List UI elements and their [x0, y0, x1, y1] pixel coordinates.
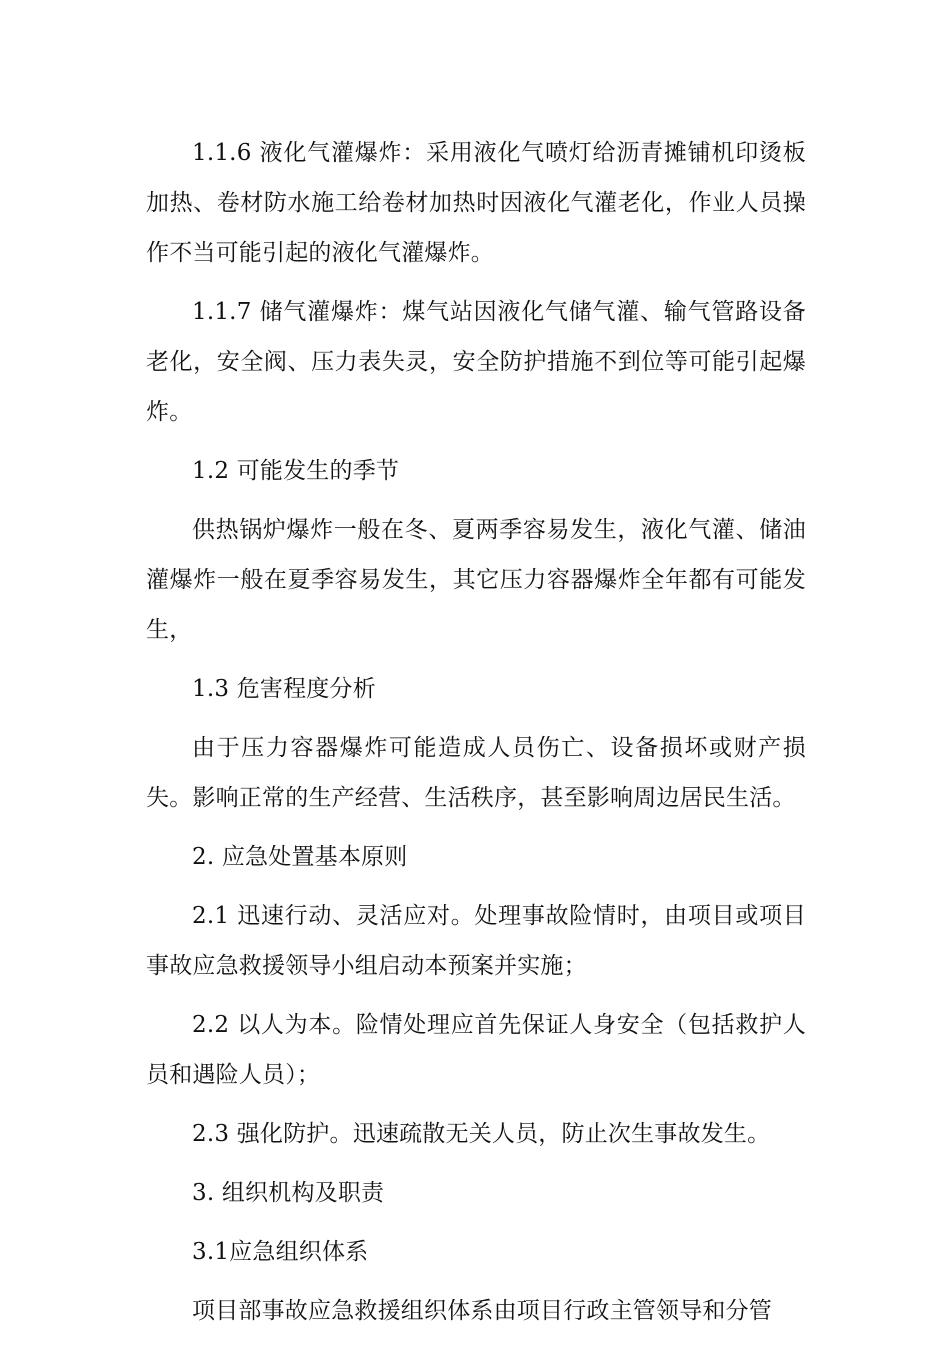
paragraph-season: 供热锅炉爆炸一般在冬、夏两季容易发生，液化气灌、储油灌爆炸一般在夏季容易发生，其它压力容器爆炸全年都有可能发生，: [146, 517, 806, 643]
section-heading-3-1: 3.1应急组织体系: [192, 1239, 369, 1265]
paragraph-2-2: 2.2 以人为本。险情处理应首先保证人身安全（包括救护人员和遇险人员）；: [146, 1012, 806, 1088]
document-page: [146, 128, 806, 1345]
section-heading-1-3: 1.3 危害程度分析: [192, 676, 376, 702]
paragraph-1-1-6: 1.1.6 液化气灌爆炸：采用液化气喷灯给沥青摊铺机印烫板加热、卷材防水施工给卷材加热时因液化气灌老化，作业人员操作不当可能引起的液化气灌爆炸。: [146, 140, 806, 266]
paragraph-org: 项目部事故应急救援组织体系由项目行政主管领导和分管: [192, 1298, 772, 1324]
section-heading-2: 2. 应急处置基本原则: [192, 844, 408, 870]
section-heading-1-2: 1.2 可能发生的季节: [192, 458, 400, 484]
paragraph-1-1-7: 1.1.7 储气灌爆炸：煤气站因液化气储气灌、输气管路设备老化，安全阀、压力表失灵，安全防护措施不到位等可能引起爆炸。: [146, 299, 806, 425]
paragraph-harm: 由于压力容器爆炸可能造成人员伤亡、设备损坏或财产损失。影响正常的生产经营、生活秩序，甚至影响周边居民生活。: [146, 735, 806, 811]
section-heading-3: 3. 组织机构及职责: [192, 1180, 385, 1206]
paragraph-2-1: 2.1 迅速行动、灵活应对。处理事故险情时，由项目或项目事故应急救援领导小组启动本预案并实施；: [146, 903, 806, 979]
paragraph-2-3: 2.3 强化防护。迅速疏散无关人员，防止次生事故发生。: [192, 1121, 771, 1147]
